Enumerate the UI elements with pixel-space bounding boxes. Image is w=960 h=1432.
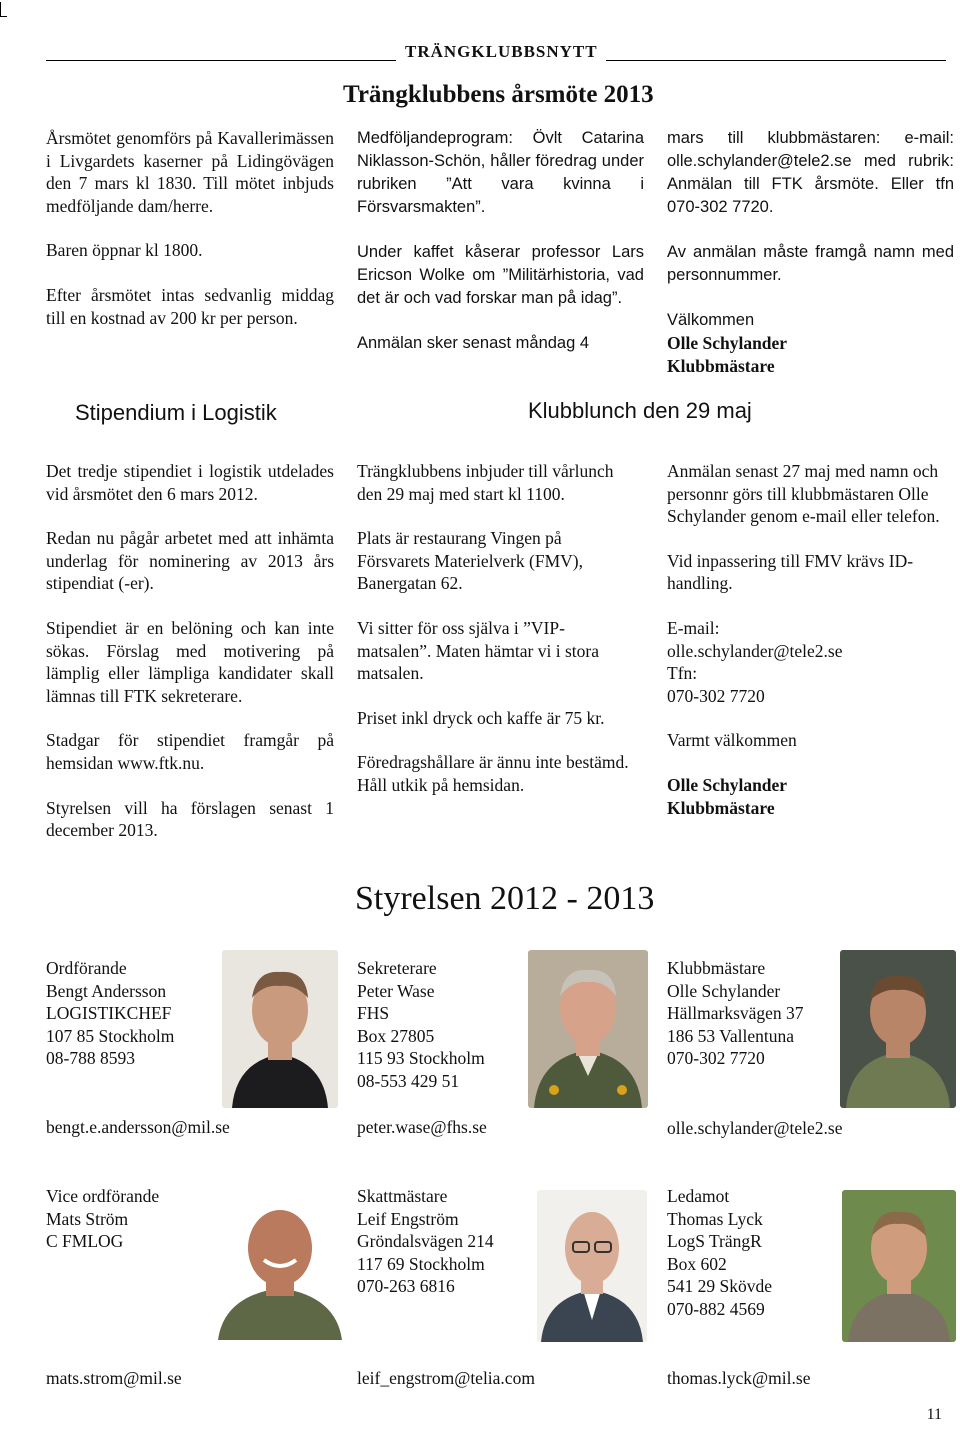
- arsmote-paragraph: Efter årsmötet intas sedvanlig middag till en kostnad av 200 kr per person.: [46, 284, 334, 328]
- arsmote-paragraph: Anmälan sker senast måndag 4: [357, 334, 590, 352]
- member-email: leif_engstrom@telia.com: [357, 1368, 535, 1388]
- arsmote-paragraph: Årsmötet genomförs på Kavallerimässen i Livgardets kaserner på Lidingövägen den 7 mars kl 1830. Till mötet inbjuds medföljande dam/herre.: [46, 128, 334, 216]
- header-rule-left: [46, 60, 396, 61]
- arsmote-paragraph: Under kaffet kåserar professor Lars Ericson Wolke om ”Militärhistoria, vad det är och vad forskar man på idag”.: [357, 243, 644, 307]
- klubblunch-column-2: [357, 460, 637, 819]
- page-number: 11: [926, 1406, 942, 1423]
- arsmote-paragraph: Baren öppnar kl 1800.: [46, 240, 203, 261]
- stipendium-paragraph: Redan nu pågår arbetet med att inhämta underlag för nominering av 2013 års stipendiat (-er).: [46, 528, 334, 594]
- arsmote-welcome: Välkommen: [667, 311, 755, 329]
- arsmote-sign-title: Klubbmästare: [667, 356, 775, 376]
- arsmote-paragraph: Medföljandeprogram: Övlt Catarina Niklasson-Schön, håller föredrag under rubriken ”Att vara kvinna i Försvarsmakten”.: [357, 129, 644, 216]
- arsmote-paragraph: Av anmälan måste framgå namn med personnummer.: [667, 243, 954, 284]
- member-info: Klubbmästare Olle Schylander Hällmarksvägen 37 186 53 Vallentuna 070-302 7720: [667, 958, 804, 1069]
- arsmote-column-3: [667, 127, 954, 378]
- klubblunch-paragraph: Föredragshållare är ännu inte bestämd. Håll utkik på hemsidan.: [357, 752, 629, 795]
- header-rule-right: [606, 60, 946, 61]
- portrait-photo: [528, 950, 648, 1108]
- klubblunch-heading: Klubblunch den 29 maj: [528, 398, 752, 423]
- stipendium-paragraph: Styrelsen vill ha förslagen senast 1 december 2013.: [46, 797, 334, 841]
- newsletter-title: TRÄNGKLUBBSNYTT: [405, 42, 598, 61]
- stipendium-paragraph: Stadgar för stipendiet framgår på hemsidan www.ftk.nu.: [46, 730, 334, 773]
- stipendium-paragraph: Det tredje stipendiet i logistik utdelades vid årsmötet den 6 mars 2012.: [46, 461, 334, 504]
- styrelsen-heading: Styrelsen 2012 - 2013: [355, 880, 655, 917]
- arsmote-paragraph: mars till klubbmästaren: e-mail: olle.schylander@tele2.se med rubrik: Anmälan till FTK årsmöte. Eller tfn 070-302 7720.: [667, 129, 954, 216]
- member-email: bengt.e.andersson@mil.se: [46, 1117, 230, 1137]
- arsmote-sign-name: Olle Schylander: [667, 333, 788, 353]
- portrait-photo: [222, 950, 338, 1108]
- corner-mark: [0, 2, 7, 17]
- klubblunch-paragraph: Trängklubbens inbjuder till vårlunch den 29 maj med start kl 1100.: [357, 461, 614, 504]
- arsmote-column-2: [357, 127, 644, 377]
- klubblunch-welcome: Varmt välkommen: [667, 730, 797, 751]
- stipendium-paragraph: Stipendiet är en belöning och kan inte sökas. Förslag med motivering på lämplig eller lämpliga kandidater skall lämnas till FTK sekreterare.: [46, 617, 334, 706]
- arsmote-heading: Trängklubbens årsmöte 2013: [343, 81, 654, 108]
- portrait-photo: [842, 1190, 956, 1342]
- stipendium-column: [46, 460, 334, 864]
- klubblunch-paragraph: Vi sitter för oss själva i ”VIP-matsalen”. Maten hämtar vi i stora matsalen.: [357, 617, 600, 684]
- portrait-photo: [537, 1190, 647, 1342]
- klubblunch-paragraph: Anmälan senast 27 maj med namn och personnr görs till klubbmästaren Olle Schylander genom e-mail eller telefon.: [667, 461, 940, 527]
- member-info: Sekreterare Peter Wase FHS Box 27805 115 93 Stockholm 08-553 429 51: [357, 958, 485, 1091]
- klubblunch-sign-title: Klubbmästare: [667, 797, 775, 818]
- portrait-photo: [840, 950, 956, 1108]
- member-info: Skattmästare Leif Engström Gröndalsvägen 214 117 69 Stockholm 070-263 6816: [357, 1186, 494, 1297]
- klubblunch-contact: E-mail: olle.schylander@tele2.se Tfn: 070-302 7720: [667, 617, 843, 706]
- member-email: mats.strom@mil.se: [46, 1368, 182, 1388]
- klubblunch-paragraph: Priset inkl dryck och kaffe är 75 kr.: [357, 707, 605, 728]
- klubblunch-sign-name: Olle Schylander: [667, 774, 788, 795]
- klubblunch-paragraph: Plats är restaurang Vingen på Försvarets Materielverk (FMV), Banergatan 62.: [357, 528, 583, 594]
- stipendium-heading: Stipendium i Logistik: [75, 400, 277, 425]
- member-email: thomas.lyck@mil.se: [667, 1368, 811, 1388]
- member-info: Ordförande Bengt Andersson LOGISTIKCHEF 107 85 Stockholm 08-788 8593: [46, 958, 175, 1069]
- klubblunch-paragraph: Vid inpassering till FMV krävs ID-handling.: [667, 550, 914, 594]
- klubblunch-column-3: [667, 460, 952, 819]
- member-info: Vice ordförande Mats Ström C FMLOG: [46, 1186, 160, 1252]
- portrait-photo: [210, 1190, 350, 1340]
- arsmote-column-1: [46, 127, 334, 351]
- member-info: Ledamot Thomas Lyck LogS TrängR Box 602 541 29 Skövde 070-882 4569: [667, 1186, 772, 1319]
- member-email: peter.wase@fhs.se: [357, 1117, 487, 1137]
- member-email: olle.schylander@tele2.se: [667, 1118, 843, 1138]
